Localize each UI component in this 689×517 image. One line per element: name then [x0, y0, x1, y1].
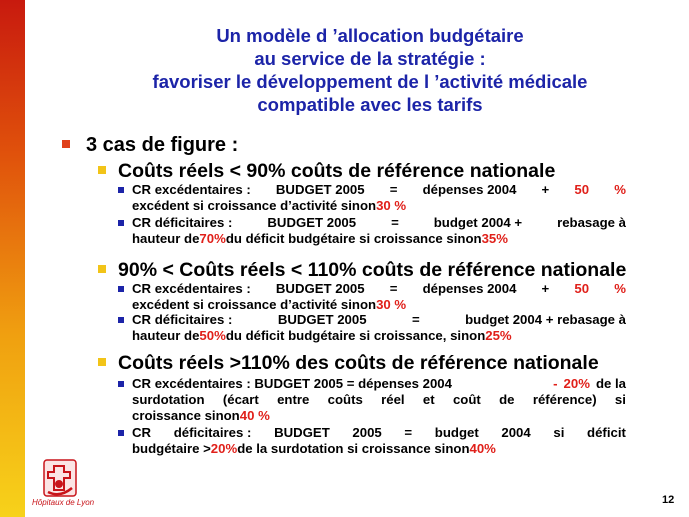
- square-bullet-icon: [118, 187, 124, 193]
- case-2-item-2: [132, 312, 626, 344]
- title-line-2: au service de la stratégie :: [254, 48, 486, 69]
- item-line-2: hauteur de 50% du déficit budgétaire si croissance, sinon 25%: [132, 328, 512, 343]
- item-line-2: surdotation (écart entre coûts réel et coût de référence) si: [132, 392, 626, 407]
- item-line-3: croissance sinon 40 %: [132, 408, 270, 423]
- title-line-1: Un modèle d ’allocation budgétaire: [216, 25, 524, 46]
- square-bullet-icon: [118, 381, 124, 387]
- item-line-2: excédent si croissance d’activité sinon 30 %: [132, 297, 407, 312]
- item-line-2: excédent si croissance d’activité sinon 30 %: [132, 198, 407, 213]
- item-line-1: CR déficitaires : BUDGET 2005 = budget 2004 + rebasage à: [132, 312, 626, 327]
- square-bullet-icon: [98, 166, 106, 174]
- square-bullet-icon: [118, 430, 124, 436]
- page-number: 12: [662, 494, 675, 506]
- case-2-item-1: [132, 281, 626, 313]
- title-line-4: compatible avec les tarifs: [257, 94, 483, 115]
- case-1-item-1: [132, 182, 626, 214]
- item-line-1: CR excédentaires : BUDGET 2005 = dépenses 2004 + 50 %: [132, 182, 626, 197]
- square-bullet-icon: [98, 265, 106, 273]
- decorative-gradient-bar: [0, 0, 25, 517]
- intro-text: 3 cas de figure :: [86, 134, 239, 156]
- square-bullet-icon: [118, 286, 124, 292]
- item-line-2: hauteur de 70% du déficit budgétaire si croissance sinon 35%: [132, 231, 508, 246]
- square-bullet-icon: [98, 358, 106, 366]
- item-line-1: CR déficitaires : BUDGET 2005 = budget 2004 si déficit: [132, 425, 626, 440]
- case-1-heading: Coûts réels < 90% coûts de référence nationale: [98, 160, 555, 183]
- square-bullet-icon: [118, 317, 124, 323]
- case-3-item-1: [132, 376, 626, 424]
- item-line-1: CR excédentaires : BUDGET 2005 = dépenses 2004 - 20% de la: [132, 376, 626, 391]
- item-line-2: budgétaire > 20% de la surdotation si croissance sinon 40%: [132, 441, 496, 456]
- case-3-item-2: [132, 425, 626, 457]
- square-bullet-icon: [62, 140, 70, 148]
- case-3-heading: Coûts réels >110% des coûts de référence nationale: [98, 352, 599, 375]
- item-line-1: CR déficitaires : BUDGET 2005 = budget 2004 + rebasage à: [132, 215, 626, 230]
- case-1-item-2: [132, 215, 626, 247]
- logo-text: Hôpitaux de Lyon: [32, 498, 95, 507]
- item-line-1: CR excédentaires : BUDGET 2005 = dépenses 2004 + 50 %: [132, 281, 626, 296]
- case-2-heading: 90% < Coûts réels < 110% coûts de référence nationale: [98, 259, 626, 282]
- slide-title: [60, 24, 680, 116]
- title-line-3: favoriser le développement de l ’activité médicale: [152, 71, 588, 92]
- intro-bullet: [62, 134, 238, 157]
- square-bullet-icon: [118, 220, 124, 226]
